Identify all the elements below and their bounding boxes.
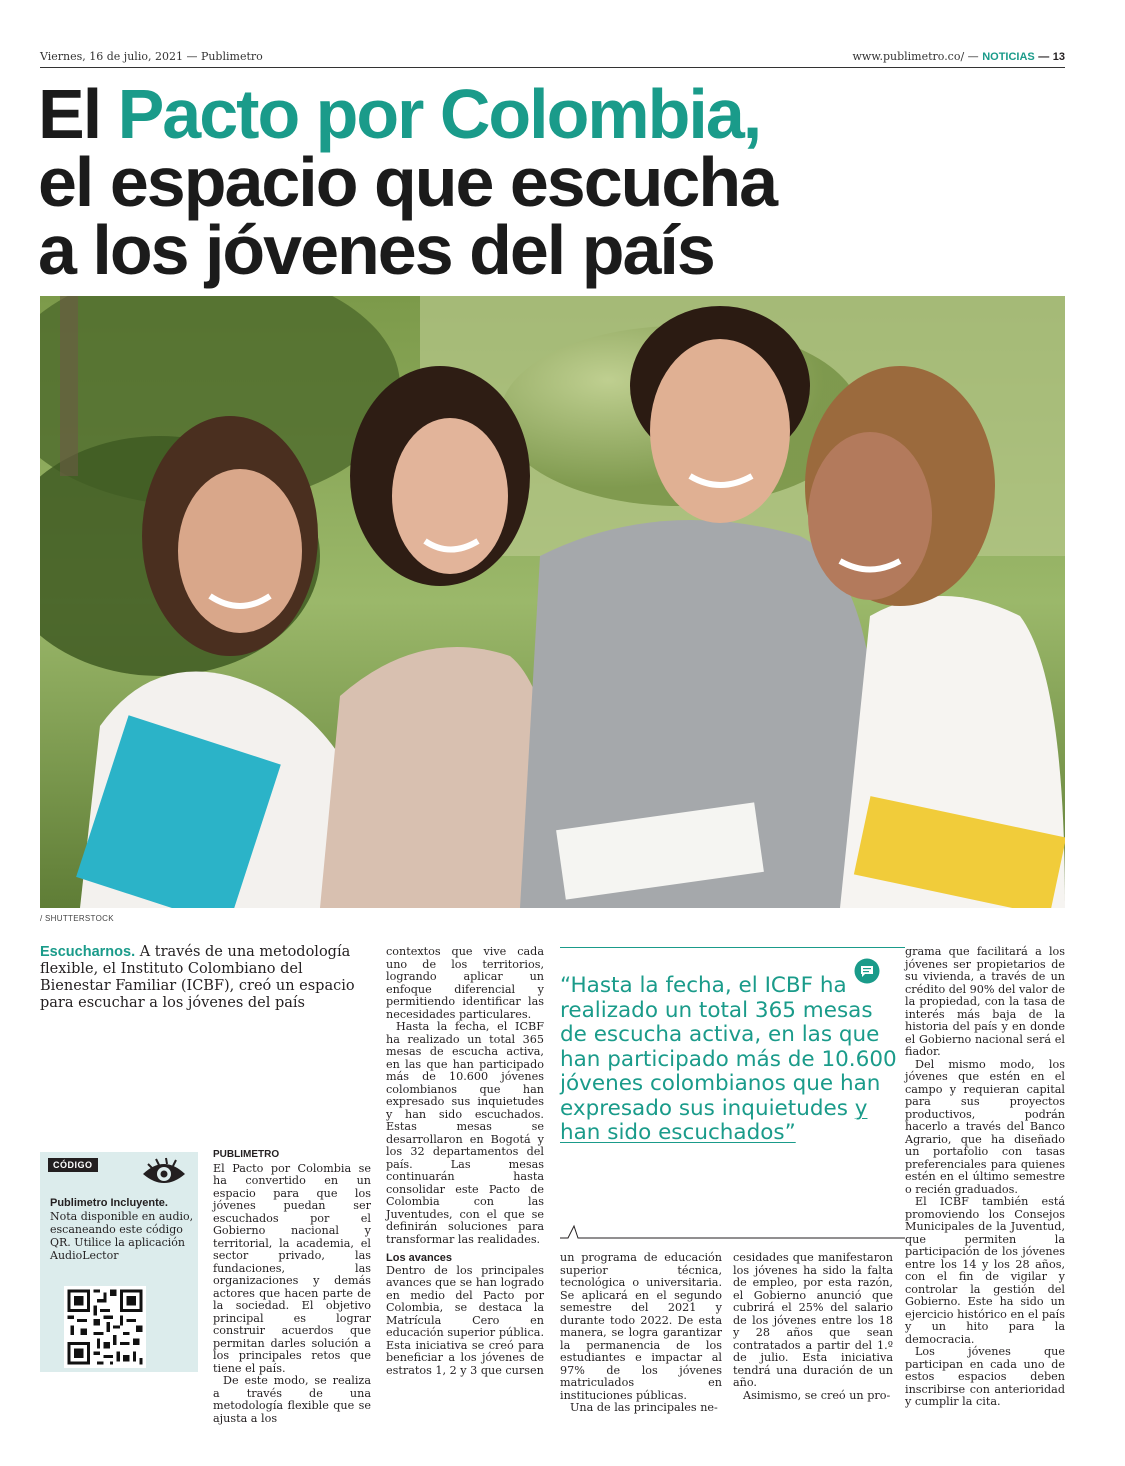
headline-word: El (38, 75, 101, 153)
page-sep: — (1038, 51, 1050, 63)
code-text: Nota disponible en audio, escaneando este código QR. Utilice la aplicación AudioLector (50, 1210, 194, 1262)
qr-code[interactable] (64, 1286, 146, 1368)
lead-keyword: Escucharnos. (40, 944, 136, 960)
pull-quote-end: y han sido escuchados” (560, 1095, 868, 1145)
code-description (50, 1196, 195, 1262)
headline (38, 75, 1078, 289)
paragraph: cesidades que manifestaron los jóvenes ha sido la falta de empleo, por esta razón, el Gobierno anunció que cubrirá el 25% del salario de los jóvenes entre los 18 y 28 años que sean contratados a partir del 1.º de julio. Esta iniciativa tendrá una duración de un año. (733, 1251, 893, 1389)
paragraph: un programa de educación superior técnica, tecnológica o universitaria. Se aplicará en el segundo semestre del 2021 y durante todo 2022. De esta manera, se logra garantizar la permanencia de los estudiantes e impactar al 97% de los jóvenes matriculados en instituciones públicas. (560, 1251, 722, 1402)
page-header (40, 48, 1065, 68)
header-right (853, 50, 1066, 63)
paragraph: El Pacto por Colombia se ha convertido en un espacio para que los jóvenes puedan ser escuchados por el Gobierno nacional y territorial, la academia, el sector privado, las fundaciones, las organizaciones y demás actores que hacen parte de la sociedad. El objetivo principal es lograr construir acuerdos que permitan darles solución a los principales retos que tiene el país. (213, 1161, 371, 1375)
lead-paragraph (40, 944, 375, 1012)
page-number: 13 (1052, 51, 1065, 63)
paragraph: Asimismo, se creó un pro- (743, 1388, 891, 1402)
body-column-3 (560, 1252, 722, 1415)
byline: PUBLIMETRO (213, 1149, 280, 1160)
site-url[interactable]: www.publimetro.co/ — (852, 50, 979, 63)
photo-illustration (40, 296, 1065, 908)
headline-line-2: el espacio que escucha (38, 143, 777, 221)
photo-credit: / SHUTTERSTOCK (40, 914, 114, 923)
date-line: Viernes, 16 de julio, 2021 — Publimetro (40, 50, 263, 63)
paragraph: contextos que vive cada uno de los territorios, logrando aplicar un enfoque diferencial y permitiendo identificar las necesidades particulares. (386, 945, 544, 1021)
headline-line-1 (38, 75, 1078, 153)
section-name: NOTICIAS (982, 51, 1035, 63)
body-column-1 (213, 1149, 371, 1425)
paragraph: Los jóvenes que participan en cada uno de estos espacios deben inscribirse con anterioridad y cumplir la cita. (905, 1345, 1065, 1408)
paragraph: grama que facilitará a los jóvenes ser propietarios de su vivienda, a través de un crédito del 90% del valor de la propiedad, con la tasa de interés más baja de la historia del país y en donde el Gobierno nacional será el fiador. (905, 945, 1066, 1058)
quote-rule (560, 947, 905, 948)
subheading: Los avances (386, 1252, 453, 1264)
headline-line-3: a los jóvenes del país (38, 211, 714, 289)
body-column-4 (733, 1252, 893, 1402)
pull-quote (560, 974, 905, 1146)
paragraph: El ICBF también está promoviendo los Consejos Municipales de la Juventud, que permiten la participación de los jóvenes entre los 14 y los 28 años, con el fin de vigilar y controlar la gestión del Gobierno. Este ha sido un ejercicio histórico en el país y un hito para la democracia. (905, 1195, 1065, 1346)
paragraph: Del mismo modo, los jóvenes que estén en el campo y requieran capital para sus proyectos productivos, podrán hacerlo a través del Banco Agrario, que ha diseñado un portafolio con tasas preferenciales para quienes estén en el último semestre o recién graduados. (905, 1057, 1065, 1196)
lead-text: A través de una metodología flexible, el Instituto Colombiano del Bienestar Familiar (ICBF), creó un espacio para escuchar a los jóvenes del país (40, 944, 355, 1011)
code-tag: CÓDIGO (48, 1158, 98, 1172)
eye-icon (140, 1156, 188, 1190)
body-column-2 (386, 946, 544, 1377)
paragraph: Una de las principales ne- (570, 1401, 718, 1414)
main-photo (40, 296, 1065, 908)
audio-code-box (40, 1152, 198, 1372)
headline-accent: Pacto por Colombia, (117, 75, 761, 153)
quote-bottom-rule (560, 1222, 905, 1242)
paragraph: De este modo, se realiza a través de una metodología flexible que se ajusta a los (213, 1374, 371, 1425)
code-title: Publimetro Incluyente. (50, 1197, 168, 1209)
pull-quote-text: “Hasta la fecha, el ICBF ha realizado un total 365 mesas de escucha activa, en las que han participado más de 10.600 jóvenes colombianos que han expresado sus inquietudes (560, 973, 897, 1121)
paragraph: Hasta la fecha, el ICBF ha realizado un total 365 mesas de escucha activa, en las que han participado más de 10.600 jóvenes colombianos que han expresado sus inquietudes y han sido escuchados. Estas mesas se desarrollaron en Bogotá y los 32 departamentos del país. Las mesas continuarán hasta consolidar este Pacto de Colombia con las Juventudes, con el que se definirán soluciones para transformar las realidades. (386, 1020, 544, 1246)
body-column-5 (905, 946, 1065, 1409)
paragraph: Dentro de los principales avances que se han logrado en medio del Pacto por Colombia, se destaca la Matrícula Cero en educación superior pública. Esta iniciativa se creó para beneficiar a los jóvenes de estratos 1, 2 y 3 que cursen (386, 1263, 544, 1377)
